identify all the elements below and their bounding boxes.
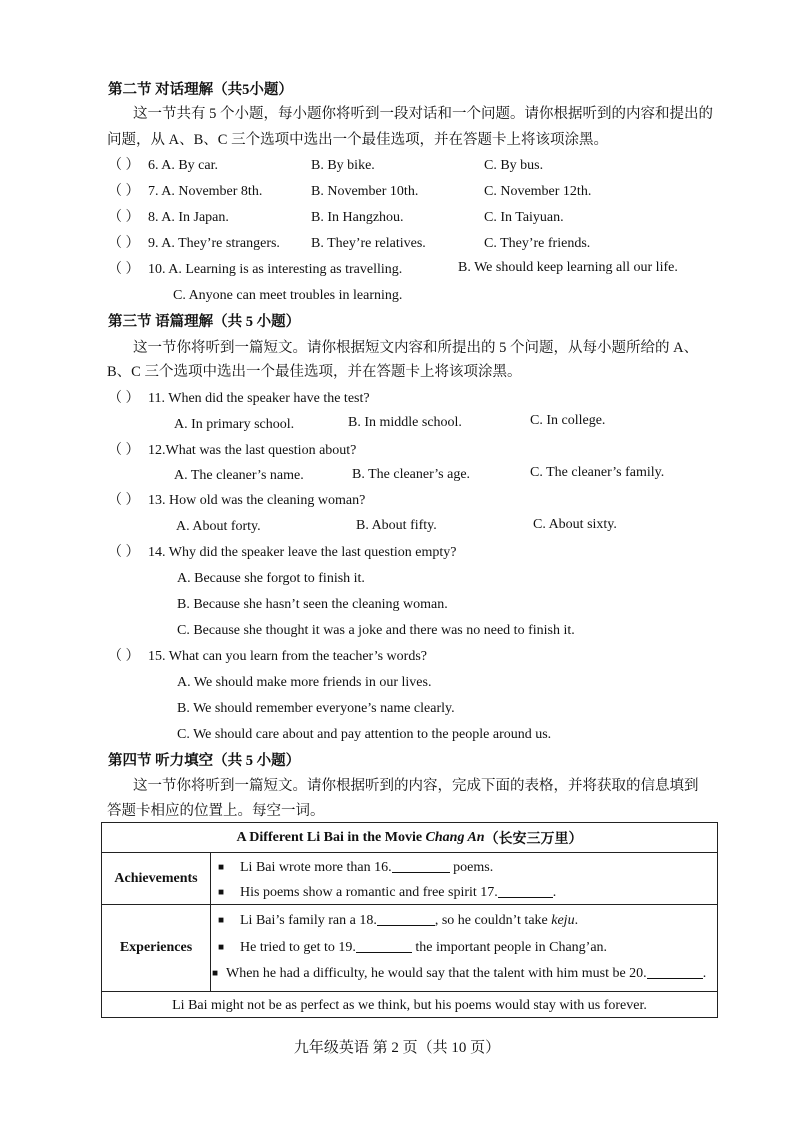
blank-17 xyxy=(498,883,553,898)
q14-option-c: C. Because she thought it was a joke and there was no need to finish it. xyxy=(177,623,575,638)
q14-question: 14. Why did the speaker leave the last question empty? xyxy=(148,545,457,560)
achievements-label: Achievements xyxy=(102,853,211,904)
section2-instructions-line2: 问题，从 A、B、C 三个选项中选出一个最佳选项，并在答题卡上将该项涂黑。 xyxy=(107,132,609,148)
bullet-icon: ■ xyxy=(218,862,225,873)
blank-18 xyxy=(377,911,435,926)
blank-20 xyxy=(647,964,703,979)
q11-question: 11. When did the speaker have the test? xyxy=(148,391,370,406)
section4-instructions-line2: 答题卡相应的位置上。每空一词。 xyxy=(107,803,325,819)
section2-heading: 第二节 对话理解（共5小题） xyxy=(108,82,293,98)
q7-option-c: C. November 12th. xyxy=(484,184,592,199)
section3-heading: 第三节 语篇理解（共 5 小题） xyxy=(108,314,301,330)
q13-option-b: B. About fifty. xyxy=(356,518,437,533)
q9-option-b: B. They’re relatives. xyxy=(311,236,426,251)
table-bottom-row xyxy=(102,992,717,1019)
table-title-movie: Chang An xyxy=(425,829,485,845)
experience-2: ■ He tried to get to 19. the important people in Chang’an. xyxy=(218,938,607,958)
q10-option-c: C. Anyone can meet troubles in learning. xyxy=(173,288,403,303)
q14-option-a: A. Because she forgot to finish it. xyxy=(177,571,365,586)
q11-option-b: B. In middle school. xyxy=(348,415,462,430)
q14-option-b: B. Because she hasn’t seen the cleaning woman. xyxy=(177,597,448,612)
q15-option-c: C. We should care about and pay attention to the people around us. xyxy=(177,727,552,742)
q12-question: 12.What was the last question about? xyxy=(148,443,357,458)
q13-question: 13. How old was the cleaning woman? xyxy=(148,493,366,508)
section4-instructions-line1: 这一节你将听到一篇短文。请你根据听到的内容，完成下面的表格，并将获取的信息填到 xyxy=(133,778,699,794)
q11-option-c: C. In college. xyxy=(530,413,606,428)
section4-heading: 第四节 听力填空（共 5 小题） xyxy=(108,753,301,769)
bullet-icon: ■ xyxy=(218,915,225,926)
table-title-prefix: A Different Li Bai in the Movie xyxy=(236,829,423,845)
q13-paren: （ ） xyxy=(108,493,140,508)
achievement-2: ■ His poems show a romantic and free spirit 17. . xyxy=(218,883,556,903)
q8-option-c: C. In Taiyuan. xyxy=(484,210,564,225)
experiences-row xyxy=(102,905,717,992)
section3-instructions-line2: B、C 三个选项中选出一个最佳选项，并在答题卡上将该项涂黑。 xyxy=(107,364,522,380)
table-title-row xyxy=(102,823,717,853)
q9-paren: （ ） xyxy=(108,236,140,251)
bullet-icon: ■ xyxy=(218,942,225,953)
section3-instructions-line1: 这一节你将听到一篇短文。请你根据短文内容和所提出的 5 个问题，从每小题所给的 A、 xyxy=(133,340,699,356)
q10-option-a: 10. A. Learning is as interesting as travelling. xyxy=(148,262,403,277)
table-title xyxy=(102,823,717,852)
q10-option-b: B. We should keep learning all our life. xyxy=(458,260,678,275)
page-footer: 九年级英语 第 2 页（共 10 页） xyxy=(293,1040,501,1056)
q8-option-b: B. In Hangzhou. xyxy=(311,210,404,225)
q7-option-a: 7. A. November 8th. xyxy=(148,184,263,199)
experiences-label: Experiences xyxy=(102,905,211,991)
q12-option-c: C. The cleaner’s family. xyxy=(530,465,665,480)
q9-option-c: C. They’re friends. xyxy=(484,236,591,251)
q12-option-a: A. The cleaner’s name. xyxy=(174,468,304,483)
experience-3: ■ When he had a difficulty, he would say that the talent with him must be 20. . xyxy=(212,964,706,984)
q6-option-b: B. By bike. xyxy=(311,158,375,173)
q12-paren: （ ） xyxy=(108,443,140,458)
q15-paren: （ ） xyxy=(108,649,140,664)
q8-option-a: 8. A. In Japan. xyxy=(148,210,229,225)
section2-instructions-line1: 这一节共有 5 个小题，每小题你将听到一段对话和一个问题。请你根据听到的内容和提出的 xyxy=(133,106,713,122)
blank-16 xyxy=(392,858,450,873)
info-table xyxy=(101,822,718,1018)
q7-paren: （ ） xyxy=(108,184,140,199)
table-title-cn: （长安三万里） xyxy=(484,831,583,847)
q6-option-a: 6. A. By car. xyxy=(148,158,218,173)
q11-option-a: A. In primary school. xyxy=(174,417,295,432)
achievement-1: ■ Li Bai wrote more than 16. poems. xyxy=(218,858,493,878)
q14-paren: （ ） xyxy=(108,545,140,560)
bullet-icon: ■ xyxy=(218,887,225,898)
q15-question: 15. What can you learn from the teacher’s words? xyxy=(148,649,427,664)
achievements-row xyxy=(102,853,717,905)
q15-option-a: A. We should make more friends in our lives. xyxy=(177,675,432,690)
bullet-icon: ■ xyxy=(212,968,219,979)
experience-1: ■ Li Bai’s family ran a 18. , so he couldn’t take keju. xyxy=(218,911,578,931)
table-bottom-text: Li Bai might not be as perfect as we think, but his poems would stay with us forever. xyxy=(172,997,647,1013)
blank-19 xyxy=(356,938,412,953)
q6-paren: （ ） xyxy=(108,158,140,173)
q7-option-b: B. November 10th. xyxy=(311,184,419,199)
q15-option-b: B. We should remember everyone’s name clearly. xyxy=(177,701,455,716)
q6-option-c: C. By bus. xyxy=(484,158,544,173)
q13-option-c: C. About sixty. xyxy=(533,517,617,532)
q13-option-a: A. About forty. xyxy=(176,519,261,534)
q8-paren: （ ） xyxy=(108,210,140,225)
q10-paren: （ ） xyxy=(108,262,140,277)
q11-paren: （ ） xyxy=(108,391,140,406)
q9-option-a: 9. A. They’re strangers. xyxy=(148,236,280,251)
q12-option-b: B. The cleaner’s age. xyxy=(352,467,471,482)
